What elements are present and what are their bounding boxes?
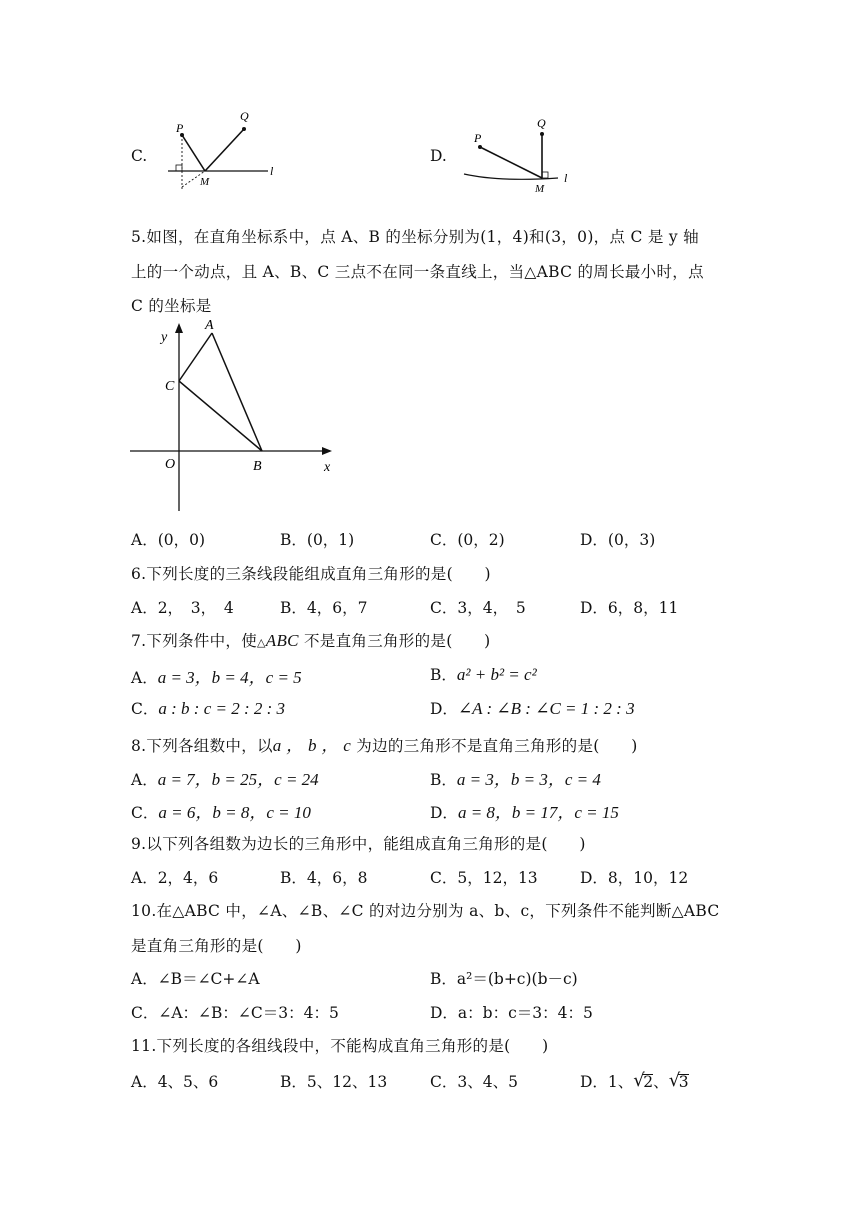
q4d-label-m: M — [535, 183, 545, 192]
q4d-label-q: Q — [537, 116, 546, 130]
q4c-label-q: Q — [240, 109, 249, 123]
sqrt-3: √ 3 — [668, 1070, 689, 1091]
q4-option-d-figure — [460, 112, 575, 192]
q7-option-b-label: B． — [430, 666, 457, 684]
q6-option-c: C．3，4， 5 — [430, 599, 526, 617]
q7-option-d-math: ∠A : ∠B : ∠C = 1 : 2 : 3 — [457, 699, 635, 718]
q10-option-d: D．a：b：c＝3：4：5 — [430, 1004, 593, 1022]
q6-option-d: D．6，8，11 — [580, 599, 679, 617]
q8-option-c-label: C． — [131, 804, 159, 822]
q11-stem: 11.下列长度的各组线段中，不能构成直角三角形的是( ) — [131, 1037, 549, 1055]
q7-triangle-symbol: △ — [257, 636, 266, 649]
q8-option-a-math: a = 7，b = 25，c = 24 — [157, 770, 319, 789]
q9-option-c: C．5，12，13 — [430, 869, 538, 887]
q8-option-b-math: a = 3，b = 3，c = 4 — [456, 770, 601, 789]
q4-option-d-label: D. — [430, 147, 447, 165]
q11-option-d-pre: D．1、 — [580, 1073, 634, 1091]
q7-option-a — [131, 663, 302, 688]
q5-label-x: x — [324, 460, 331, 475]
q8-stem — [131, 731, 638, 756]
q5-option-c: C．(0，2) — [430, 531, 505, 549]
q7-option-d — [430, 697, 635, 719]
q8-option-c-math: a = 6，b = 8，c = 10 — [158, 803, 311, 822]
q8-option-b-label: B． — [430, 771, 457, 789]
q11-option-a: A．4、5、6 — [131, 1073, 219, 1091]
q10-option-c: C．∠A：∠B：∠C＝3：4：5 — [131, 1004, 339, 1022]
q4c-label-p: P — [176, 121, 184, 135]
q8-stem-pre: 8.下列各组数中，以 — [131, 737, 273, 755]
q10-stem-line1: 10.在△ABC 中，∠A、∠B、∠C 的对边分别为 a、b、c，下列条件不能判断△ABC — [131, 902, 720, 920]
q11-option-b: B．5、12、13 — [280, 1073, 388, 1091]
q7-triangle-name: ABC — [265, 631, 299, 650]
q7-option-d-label: D． — [430, 700, 458, 718]
q5-coordinate-figure — [125, 315, 340, 515]
q6-option-b: B．4，6，7 — [280, 599, 368, 617]
q4c-label-l: l — [270, 164, 274, 178]
q7-stem — [131, 629, 491, 651]
sqrt-2-radicand: 2 — [643, 1073, 654, 1091]
q8-option-d-label: D． — [430, 804, 458, 822]
q7-stem-post: 不是直角三角形的是( ) — [298, 632, 491, 650]
q8-option-b — [430, 765, 601, 790]
q8-option-c — [131, 798, 311, 823]
q6-stem: 6.下列长度的三条线段能组成直角三角形的是( ) — [131, 565, 491, 583]
q5-label-b: B — [253, 459, 262, 474]
q10-stem-line2: 是直角三角形的是( ) — [131, 937, 302, 955]
q5-stem-line1: 5.如图，在直角坐标系中，点 A、B 的坐标分别为(1，4)和(3，0)，点 C 是 y 轴 — [131, 228, 699, 246]
sqrt-2: √ 2 — [633, 1070, 654, 1091]
q7-option-a-math: a = 3，b = 4，c = 5 — [157, 668, 302, 687]
q4-option-c-label: C. — [131, 147, 148, 165]
q10-option-a: A．∠B＝∠C+∠A — [131, 970, 260, 988]
q9-option-d: D．8，10，12 — [580, 869, 689, 887]
q11-option-d — [580, 1070, 689, 1092]
q5-label-o: O — [165, 457, 176, 472]
q7-option-c-label: C． — [131, 700, 159, 718]
q7-option-c — [131, 697, 285, 719]
q5-option-a: A．(0，0) — [131, 531, 206, 549]
q6-option-a: A．2， 3， 4 — [131, 599, 234, 617]
q5-label-c: C — [165, 379, 175, 394]
q4c-label-m: M — [200, 176, 210, 188]
q4-option-c-figure — [160, 105, 290, 190]
q9-option-a: A．2，4，6 — [131, 869, 219, 887]
q7-option-a-label: A． — [131, 669, 158, 687]
q4d-label-p: P — [474, 131, 482, 145]
q5-option-b: B．(0，1) — [280, 531, 355, 549]
q5-label-a: A — [205, 318, 214, 333]
q8-option-d — [430, 798, 619, 823]
q5-label-y: y — [161, 330, 168, 345]
q5-stem-line3: C 的坐标是 — [131, 297, 212, 315]
q8-option-d-math: a = 8，b = 17，c = 15 — [457, 803, 619, 822]
q8-option-a-label: A． — [131, 771, 158, 789]
q7-option-b — [430, 663, 537, 685]
q7-stem-pre: 7.下列条件中，使 — [131, 632, 257, 650]
q5-stem-line2: 上的一个动点，且 A、B、C 三点不在同一条直线上，当△ABC 的周长最小时，点 — [131, 263, 704, 281]
q7-option-b-math: a² + b² = c² — [456, 665, 537, 684]
q10-option-b: B．a²＝(b+c)(b－c) — [430, 970, 578, 988]
q8-stem-vars: a ， b ， c — [272, 736, 352, 755]
q8-stem-post: 为边的三角形不是直角三角形的是( ) — [351, 737, 638, 755]
q5-option-d: D．(0，3) — [580, 531, 656, 549]
q7-option-c-math: a : b : c = 2 : 2 : 3 — [158, 699, 286, 718]
q11-option-c: C．3、4、5 — [430, 1073, 518, 1091]
q4d-label-l: l — [564, 171, 568, 185]
q8-option-a — [131, 765, 319, 790]
sqrt-3-radicand: 3 — [678, 1073, 689, 1091]
q9-option-b: B．4，6，8 — [280, 869, 368, 887]
q9-stem: 9.以下列各组数为边长的三角形中，能组成直角三角形的是( ) — [131, 835, 586, 853]
q11-option-d-sep: 、 — [653, 1073, 669, 1091]
